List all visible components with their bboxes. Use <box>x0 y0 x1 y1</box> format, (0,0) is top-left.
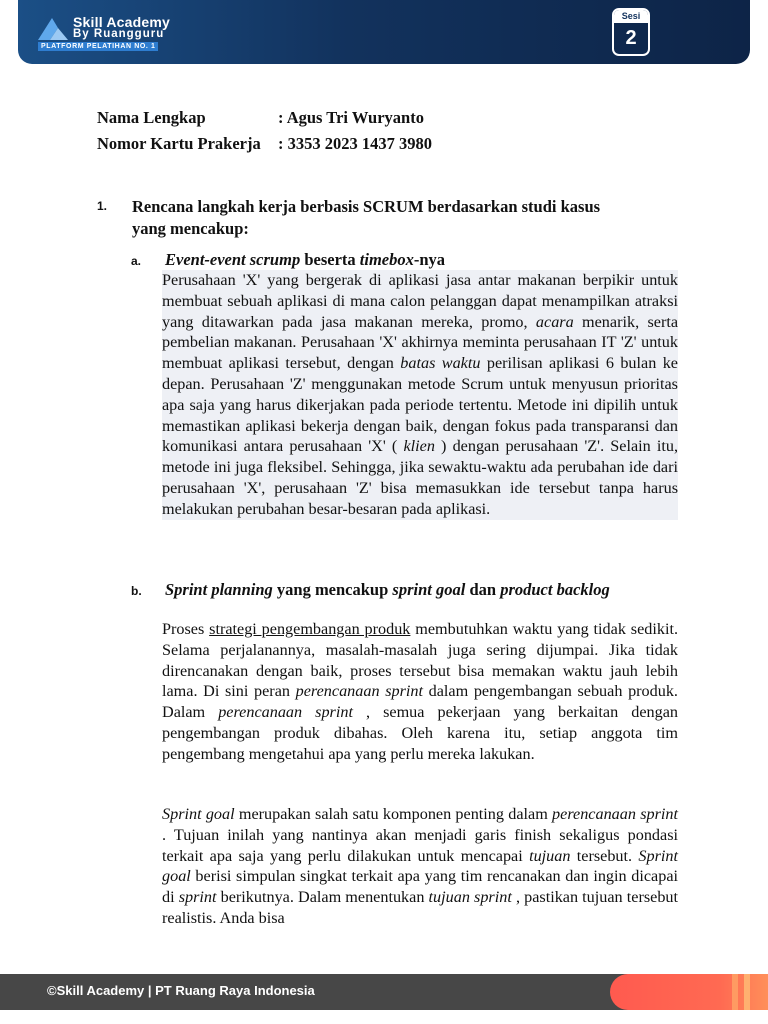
footer-text: ©Skill Academy | PT Ruang Raya Indonesia <box>47 983 315 998</box>
session-label: Sesi <box>614 10 648 23</box>
text-run: berisi simpulan singkat terkait apa yang tim rencanakan dan ingin dicapai di <box>162 867 678 907</box>
sub-b-title-italic3: product backlog <box>500 580 610 599</box>
sub-a-title-italic2: timebox <box>359 250 414 269</box>
sub-b-title-italic2: sprint goal <box>392 580 466 599</box>
italic-run: Sprint goal <box>162 846 678 886</box>
text-run: ) dengan perusahaan 'Z'. Selain itu, metode ini juga fleksibel. Sehingga, jika sewaktu-waktu ada perubahan ide dari perusahaan 'X', perusahaan 'Z' bisa memasukkan ide tersebut tanpa harus melakukan perubahan besar-besaran pada aplikasi. <box>162 437 679 518</box>
italic-run: sprint <box>178 888 217 907</box>
italic-run: perencanaan sprint <box>295 682 423 701</box>
strategy-link[interactable]: strategi pengembangan produk <box>209 620 411 638</box>
footer-accent-stripe <box>732 974 738 1010</box>
italic-run: Sprint goal <box>162 805 235 823</box>
sub-heading-b <box>131 580 610 600</box>
sub-a-paragraph <box>162 270 678 520</box>
sub-b-title-mid: yang mencakup <box>272 580 393 599</box>
text-run: , pastikan tujuan tersebut realistis. Anda bisa <box>162 888 679 927</box>
sub-a-title-mid: beserta <box>300 250 360 269</box>
question-line-2: yang mencakup: <box>132 219 249 238</box>
session-number: 2 <box>625 27 637 49</box>
italic-run: tujuan sprint <box>428 888 512 907</box>
skill-academy-logo-icon <box>36 16 70 42</box>
brand-sub: By Ruangguru <box>73 28 165 40</box>
italic-run: tujuan <box>529 846 571 865</box>
brand-tagline: PLATFORM PELATIHAN NO. 1 <box>38 42 158 51</box>
sub-b-paragraph-2 <box>162 804 678 929</box>
session-badge <box>612 8 650 56</box>
italic-run: batas waktu <box>400 354 481 373</box>
text-run: membutuhkan waktu yang tidak sedikit. Selama perjalanannya, masalah-masalah juga sering dijumpai. Jika tidak direncanakan dengan baik, proses tersebut bisa memakan waktu jauh lebih lama. Di sini peran <box>162 620 678 701</box>
footer-accent-stripe <box>744 974 750 1010</box>
sub-b-title-mid2: dan <box>465 580 501 599</box>
text-run: Perusahaan 'X' yang bergerak di aplikasi jasa antar makanan berpikir untuk membuat sebuah aplikasi di mana calon pelanggan dapat menampilkan atraksi yang ditawarkan pada jasa makanan mereka, promo, <box>162 271 678 331</box>
text-run: merupakan salah satu komponen penting dalam <box>234 805 553 823</box>
text-run: berikutnya. Dalam menentukan <box>216 888 429 907</box>
italic-run: acara <box>535 312 574 331</box>
header-banner <box>18 0 750 64</box>
italic-run: perencanaan sprint <box>218 703 353 722</box>
text-run: Proses <box>162 620 210 638</box>
footer-bar <box>0 974 768 1010</box>
sub-b-title-italic: Sprint planning <box>165 580 273 599</box>
text-run: . Tujuan inilah yang nantinya akan menjadi garis finish sekaligus pondasi terkait apa saja yang perlu dilakukan untuk mencapai <box>162 825 678 865</box>
question-text <box>132 196 652 240</box>
card-value: : 3353 2023 1437 3980 <box>278 134 432 153</box>
sub-heading-a <box>131 250 445 270</box>
italic-run: perencanaan sprint <box>552 805 678 823</box>
text-run: , semua pekerjaan yang berkaitan dengan pengembangan produk dibahas. Oleh karena itu, setiap anggota tim pengembang mengetahui apa yang perlu mereka lakukan. <box>162 703 678 763</box>
text-run: perilisan aplikasi 6 bulan ke depan. Perusahaan 'Z' menggunakan metode Scrum untuk menyusun prioritas apa saja yang harus dikerjakan pada periode tertentu. Metode ini dipilih untuk memastikan aplikasi bekerja dengan baik, dengan fokus pada transparansi dan komunikasi antara perusahaan 'X' ( <box>162 354 678 456</box>
sub-letter-a: a. <box>131 254 142 268</box>
text-run: menarik, serta pembelian makanan. Perusahaan 'X' akhirnya meminta perusahaan IT 'Z' untuk membuat aplikasi tersebut, dengan <box>162 312 679 373</box>
sub-a-title-italic: Event-event scrump <box>165 250 301 269</box>
text-run: dalam pengembangan sebuah produk. Dalam <box>162 682 678 722</box>
italic-run: klien <box>403 437 435 456</box>
card-label: Nomor Kartu Prakerja <box>97 134 261 153</box>
sub-letter-b: b. <box>131 584 142 598</box>
name-label: Nama Lengkap <box>97 108 206 127</box>
sub-a-title-end: -nya <box>413 250 446 269</box>
sub-b-paragraph-1 <box>162 619 678 765</box>
text-run: tersebut. <box>570 846 639 865</box>
question-number: 1. <box>97 199 108 213</box>
question-line-1: Rencana langkah kerja berbasis SCRUM berdasarkan studi kasus <box>132 197 601 216</box>
name-value: : Agus Tri Wuryanto <box>278 108 424 127</box>
brand-name: Skill Academy <box>73 14 171 30</box>
